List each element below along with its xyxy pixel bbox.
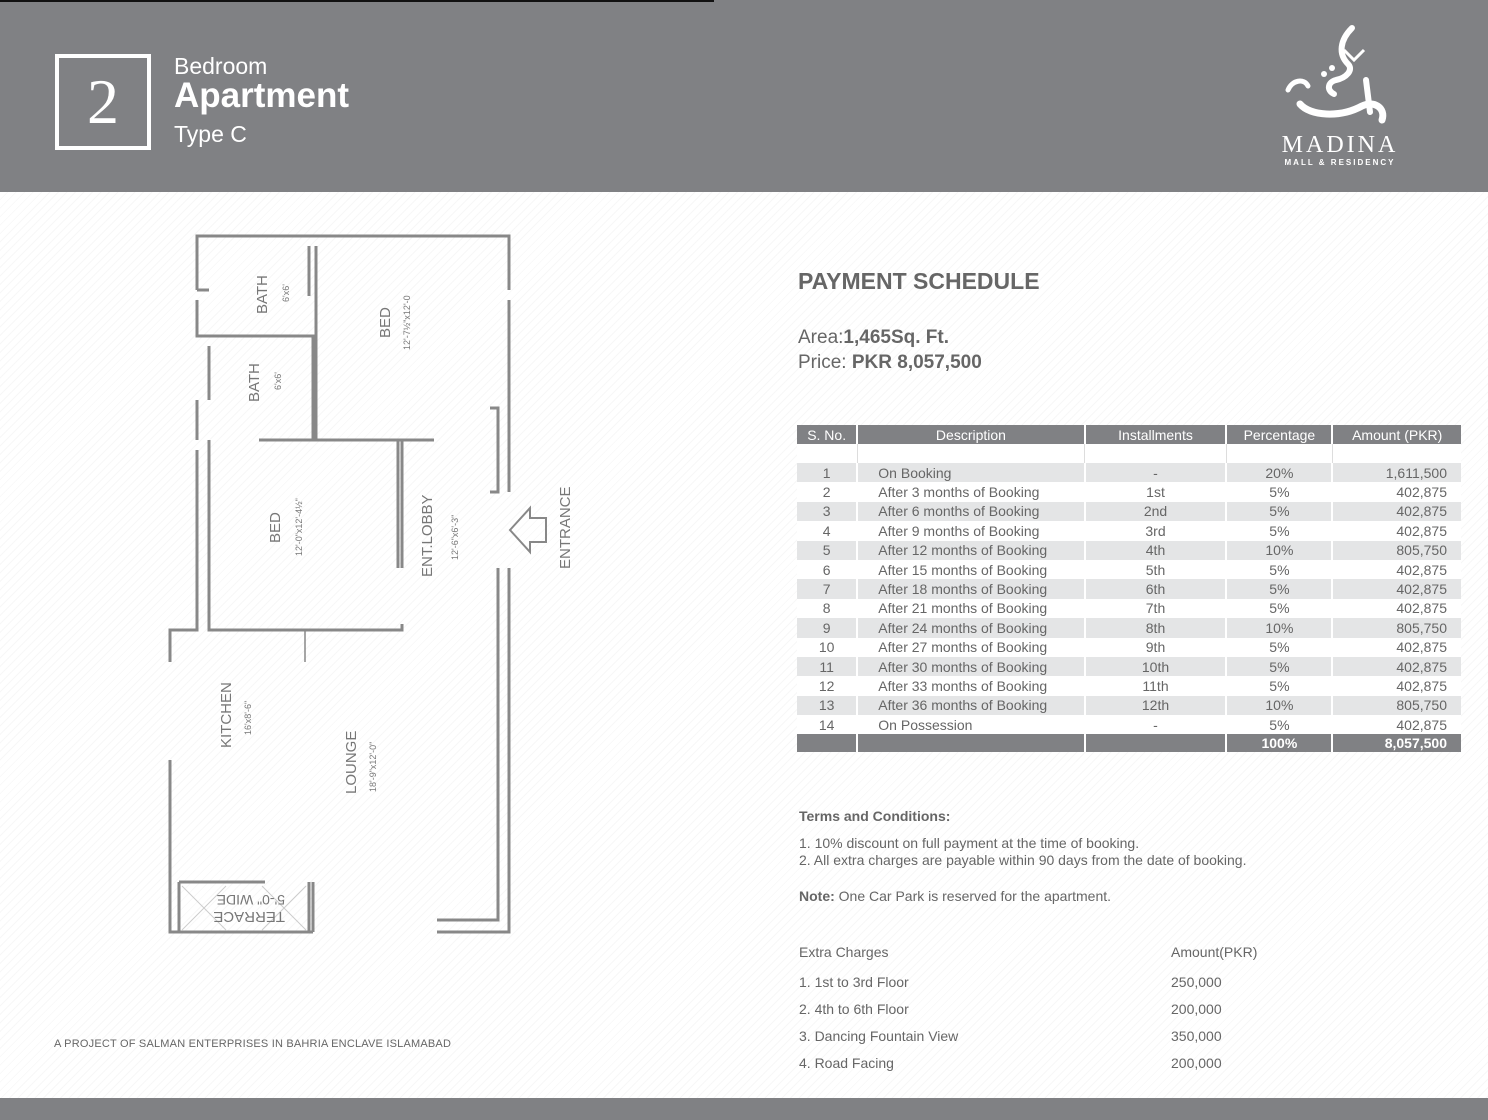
table-cell: After 30 months of Booking — [857, 657, 1084, 676]
table-cell: On Possession — [857, 715, 1084, 734]
table-cell: 10% — [1226, 696, 1332, 715]
table-cell: - — [1085, 715, 1227, 734]
title-bedroom: Bedroom — [174, 53, 268, 79]
table-cell: After 15 months of Booking — [857, 560, 1084, 579]
total-empty-cell — [797, 734, 857, 752]
table-cell: 2 — [797, 482, 857, 501]
room-size: 6'x6' — [281, 284, 291, 302]
table-cell: 4th — [1085, 541, 1227, 560]
table-cell: 5% — [1226, 715, 1332, 734]
table-cell: After 9 months of Booking — [857, 521, 1084, 540]
total-cell: 100% — [1226, 734, 1332, 752]
table-row — [797, 599, 1461, 618]
room-label: BATH — [254, 275, 271, 314]
logo-subtitle: MALL & RESIDENCY — [1284, 158, 1396, 167]
table-cell: 5% — [1226, 560, 1332, 579]
table-cell: 5% — [1226, 521, 1332, 540]
table-cell: 402,875 — [1332, 715, 1461, 734]
room-size: 5'-0" WIDE — [216, 892, 285, 908]
note-line: Note: One Car Park is reserved for the apartment. — [799, 888, 1112, 904]
table-header-row — [797, 425, 1461, 444]
extra-item-amount: 350,000 — [1171, 1028, 1222, 1044]
table-cell: 5th — [1085, 560, 1227, 579]
table-cell: 10th — [1085, 657, 1227, 676]
entrance-label: ENTRANCE — [557, 486, 574, 569]
title-apartment: Apartment — [174, 76, 350, 115]
col-header: Percentage — [1226, 425, 1332, 444]
table-cell: 9th — [1085, 638, 1227, 657]
table-cell: 7 — [797, 579, 857, 598]
table-row — [797, 618, 1461, 637]
floor-plan — [150, 225, 590, 945]
table-cell: 402,875 — [1332, 521, 1461, 540]
top-border-line — [0, 0, 714, 2]
table-cell: After 36 months of Booking — [857, 696, 1084, 715]
entrance-arrow-icon — [510, 508, 546, 552]
table-cell: 402,875 — [1332, 560, 1461, 579]
room-label: ENT.LOBBY — [419, 494, 436, 577]
extra-charges-heading: Extra Charges — [799, 944, 889, 960]
table-cell: 1 — [797, 463, 857, 482]
title-type: Type C — [174, 121, 247, 147]
table-row — [797, 482, 1461, 501]
table-cell: After 24 months of Booking — [857, 618, 1084, 637]
table-cell: 805,750 — [1332, 696, 1461, 715]
table-cell: 3 — [797, 502, 857, 521]
table-cell: 3rd — [1085, 521, 1227, 540]
room-size: 18'-9"x12'-0" — [368, 741, 378, 792]
total-empty-cell — [1085, 734, 1227, 752]
room-size: 16'x8'-6" — [243, 700, 253, 735]
table-cell: 5% — [1226, 579, 1332, 598]
table-cell: 5% — [1226, 676, 1332, 695]
table-cell: 402,875 — [1332, 599, 1461, 618]
table-cell: 11 — [797, 657, 857, 676]
table-row — [797, 696, 1461, 715]
table-row — [797, 463, 1461, 482]
table-cell: On Booking — [857, 463, 1084, 482]
extra-item-amount: 250,000 — [1171, 974, 1222, 990]
room-label: LOUNGE — [343, 730, 360, 794]
table-cell: 2nd — [1085, 502, 1227, 521]
terms-heading: Terms and Conditions: — [799, 808, 951, 824]
table-cell: After 3 months of Booking — [857, 482, 1084, 501]
area-value: 1,465Sq. Ft. — [843, 327, 950, 348]
table-row — [797, 502, 1461, 521]
table-cell: 8 — [797, 599, 857, 618]
table-cell: 5% — [1226, 502, 1332, 521]
col-header: Amount (PKR) — [1332, 425, 1461, 444]
term-item: 1. 10% discount on full payment at the time of booking. — [799, 835, 1140, 851]
payment-table — [797, 425, 1461, 752]
extra-item-amount: 200,000 — [1171, 1055, 1222, 1071]
extra-item-label: 2. 4th to 6th Floor — [799, 1001, 909, 1017]
table-cell: - — [1085, 463, 1227, 482]
room-label: BED — [377, 307, 394, 338]
table-cell: 402,875 — [1332, 502, 1461, 521]
table-row — [797, 521, 1461, 540]
term-item: 2. All extra charges are payable within 90 days from the date of booking. — [799, 852, 1247, 868]
table-cell: 5% — [1226, 638, 1332, 657]
table-row — [797, 715, 1461, 734]
table-cell: 805,750 — [1332, 541, 1461, 560]
room-size: 12'-6"x6'-3" — [450, 514, 460, 560]
room-label: BATH — [246, 363, 263, 402]
room-label: TERRACE — [213, 908, 285, 925]
table-cell: After 12 months of Booking — [857, 541, 1084, 560]
project-footer-text: A PROJECT OF SALMAN ENTERPRISES IN BAHRIA ENCLAVE ISLAMABAD — [54, 1038, 452, 1050]
table-cell: 11th — [1085, 676, 1227, 695]
table-cell: 12th — [1085, 696, 1227, 715]
table-cell: 1,611,500 — [1332, 463, 1461, 482]
room-size: 6'x6' — [273, 372, 283, 390]
extra-item-label: 1. 1st to 3rd Floor — [799, 974, 909, 990]
table-cell: 4 — [797, 521, 857, 540]
price-value: PKR 8,057,500 — [851, 352, 982, 373]
table-cell: 5% — [1226, 599, 1332, 618]
total-empty-cell — [857, 734, 1084, 752]
room-size: 12'-0"x12'-4½" — [294, 498, 304, 556]
col-header: Description — [857, 425, 1084, 444]
table-cell: 402,875 — [1332, 676, 1461, 695]
extra-amount-heading: Amount(PKR) — [1171, 944, 1258, 960]
table-cell: 13 — [797, 696, 857, 715]
table-cell: After 27 months of Booking — [857, 638, 1084, 657]
footer-bar — [0, 1098, 1488, 1120]
room-label: BED — [267, 512, 284, 543]
table-cell: 9 — [797, 618, 857, 637]
table-cell: After 33 months of Booking — [857, 676, 1084, 695]
table-cell: 6th — [1085, 579, 1227, 598]
table-cell: 5 — [797, 541, 857, 560]
room-size: 12'-7½"x12'-0 — [402, 295, 412, 350]
total-row — [797, 734, 1461, 752]
table-cell: 805,750 — [1332, 618, 1461, 637]
table-cell: 7th — [1085, 599, 1227, 618]
table-row — [797, 657, 1461, 676]
payment-schedule-title: PAYMENT SCHEDULE — [798, 268, 1040, 294]
table-row — [797, 676, 1461, 695]
room-label: KITCHEN — [218, 682, 235, 748]
table-cell: 6 — [797, 560, 857, 579]
table-cell: 402,875 — [1332, 482, 1461, 501]
area-line: Area:1,465Sq. Ft. — [798, 327, 950, 348]
extra-item-label: 3. Dancing Fountain View — [799, 1028, 959, 1044]
logo-name: MADINA — [1281, 132, 1399, 158]
table-cell: 5% — [1226, 482, 1332, 501]
table-row — [797, 541, 1461, 560]
table-cell: 402,875 — [1332, 579, 1461, 598]
blank-row — [797, 444, 1461, 463]
total-cell: 8,057,500 — [1332, 734, 1461, 752]
table-cell: 402,875 — [1332, 638, 1461, 657]
table-cell: 10% — [1226, 618, 1332, 637]
table-cell: 402,875 — [1332, 657, 1461, 676]
extra-item-amount: 200,000 — [1171, 1001, 1222, 1017]
col-header: Installments — [1085, 425, 1227, 444]
table-cell: After 18 months of Booking — [857, 579, 1084, 598]
table-cell: 14 — [797, 715, 857, 734]
col-header: S. No. — [797, 425, 857, 444]
table-cell: After 21 months of Booking — [857, 599, 1084, 618]
extra-item-label: 4. Road Facing — [799, 1055, 894, 1071]
table-cell: 10 — [797, 638, 857, 657]
bedroom-count-box: 2 — [55, 54, 151, 150]
table-cell: 20% — [1226, 463, 1332, 482]
table-cell: 5% — [1226, 657, 1332, 676]
table-row — [797, 560, 1461, 579]
table-cell: 1st — [1085, 482, 1227, 501]
price-line: Price: PKR 8,057,500 — [798, 352, 982, 373]
table-row — [797, 638, 1461, 657]
table-cell: 8th — [1085, 618, 1227, 637]
table-cell: 12 — [797, 676, 857, 695]
table-row — [797, 579, 1461, 598]
table-cell: 10% — [1226, 541, 1332, 560]
table-cell: After 6 months of Booking — [857, 502, 1084, 521]
